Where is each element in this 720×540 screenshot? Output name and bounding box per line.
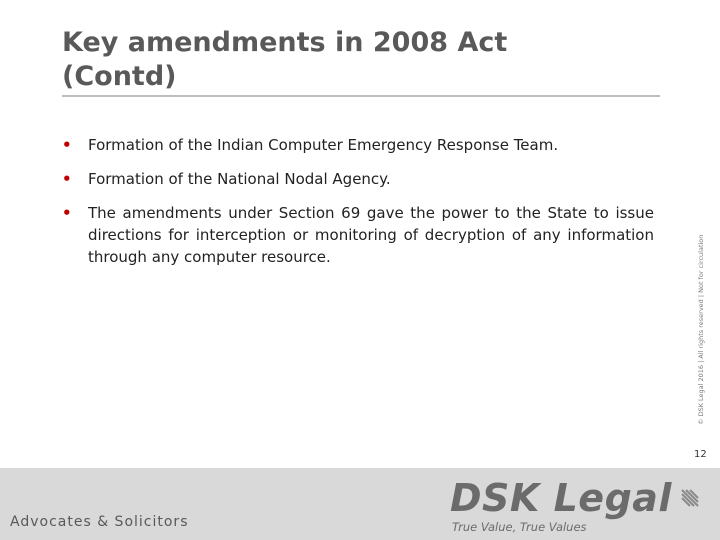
logo-motto: True Value, True Values bbox=[452, 520, 587, 534]
footer-tagline: Advocates & Solicitors bbox=[10, 514, 189, 530]
logo-name: DSK Legal bbox=[450, 476, 672, 520]
title-divider bbox=[62, 95, 660, 97]
bullet-text: Formation of the Indian Computer Emergency Response Team. bbox=[88, 136, 559, 154]
bullet-item bbox=[62, 168, 654, 190]
bullet-dot-icon: • bbox=[62, 204, 72, 222]
bullet-list bbox=[62, 134, 654, 280]
bullet-text: The amendments under Section 69 gave the power to the State to issue directions for interception or monitoring of decryption of any information through any computer resource. bbox=[88, 204, 654, 266]
dsk-legal-logo bbox=[448, 476, 708, 536]
bullet-dot-icon: • bbox=[62, 136, 72, 154]
page-number: 12 bbox=[694, 449, 707, 460]
slide-title-line-2: (Contd) bbox=[62, 61, 177, 92]
bullet-item bbox=[62, 202, 654, 268]
footer-bar bbox=[0, 468, 720, 540]
bullet-text: Formation of the National Nodal Agency. bbox=[88, 170, 391, 188]
bullet-dot-icon: • bbox=[62, 170, 72, 188]
slide-title bbox=[62, 26, 662, 94]
copyright-note: © DSK Legal 2016 | All rights reserved | Not for circulation bbox=[697, 234, 705, 425]
slide-title-line-1: Key amendments in 2008 Act bbox=[62, 27, 508, 58]
logo-stripes-icon bbox=[680, 488, 700, 510]
bullet-item bbox=[62, 134, 654, 156]
